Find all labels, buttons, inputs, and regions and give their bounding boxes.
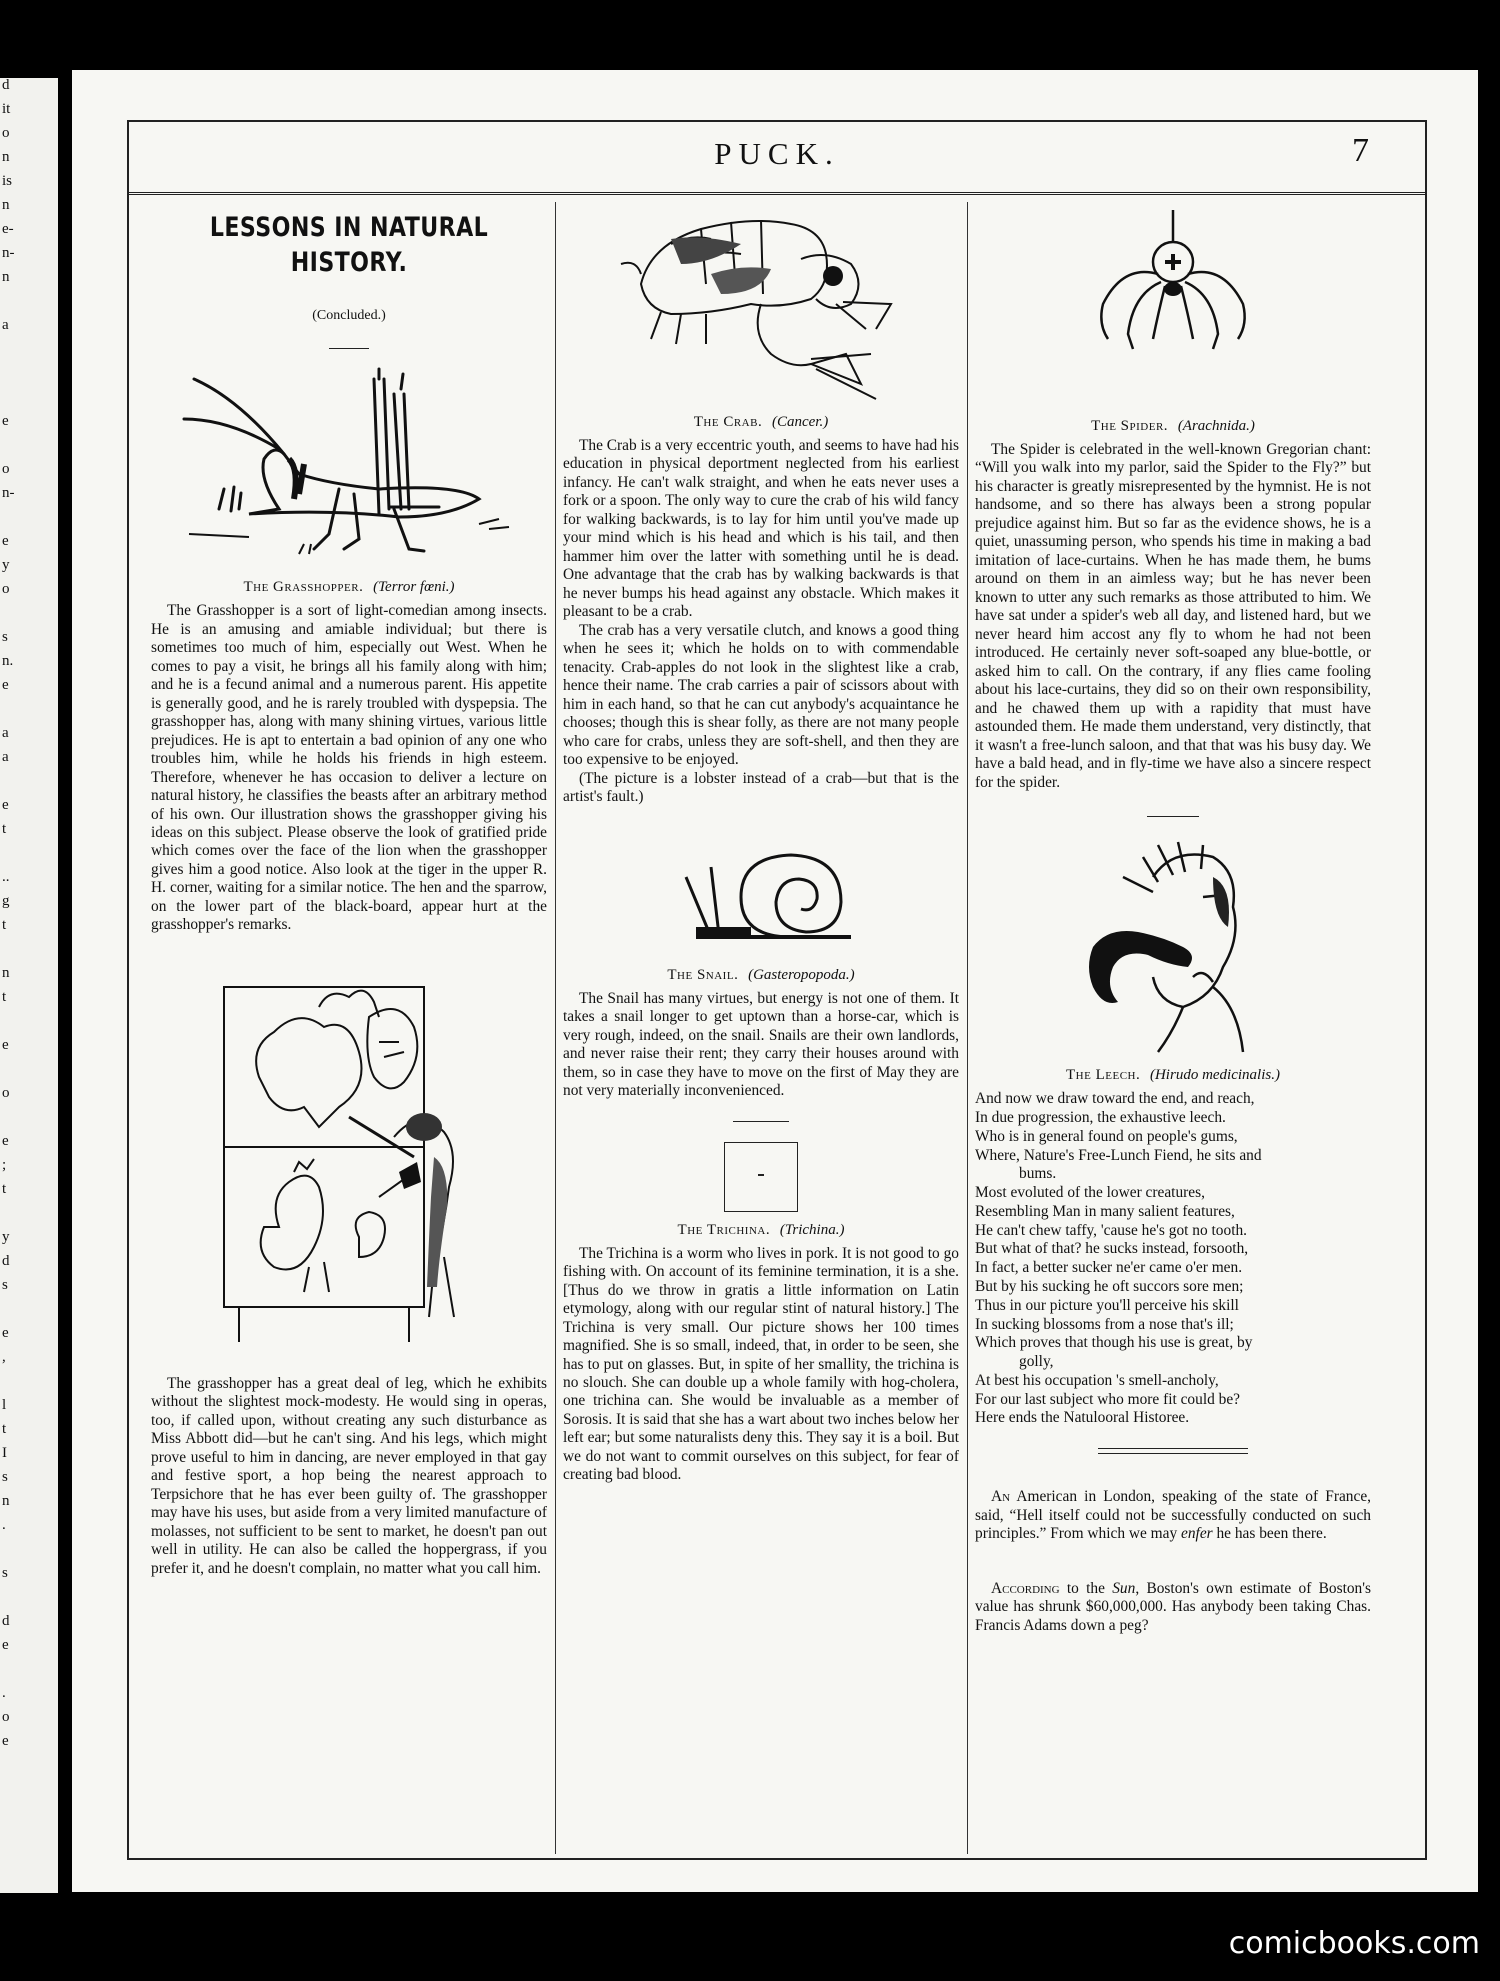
poem-line: For our last subject who more fit could be?	[975, 1390, 1240, 1408]
poem-line: And now we draw toward the end, and reach,	[975, 1090, 1255, 1108]
header-rule	[129, 192, 1425, 195]
item-text: American in London, speaking of the state of France, said, “Hell itself could not be successfully conducted on such principles.” From which we may	[975, 1488, 1371, 1543]
poem-line: Thus in our picture you'll perceive his skill	[975, 1296, 1239, 1314]
prev-page-fragment	[2, 342, 58, 366]
column-divider	[555, 202, 556, 1854]
prev-page-fragment: n	[2, 965, 10, 981]
prev-page-fragment: n.	[2, 653, 14, 669]
prev-page-fragment	[2, 1374, 58, 1398]
prev-page-fragment: is	[2, 173, 13, 189]
magazine-page	[72, 70, 1478, 1892]
caption-latin: (Gasteropopoda.)	[748, 966, 855, 983]
masthead: PUCK.	[714, 136, 840, 171]
prev-page-fragment: o	[2, 461, 10, 477]
prev-page-fragment	[2, 294, 58, 318]
snail-caption	[563, 967, 959, 984]
prev-page-fragment	[2, 702, 58, 726]
boston-estimate-item	[975, 1580, 1371, 1635]
prev-page-fragment: n-	[2, 485, 15, 501]
item-text: he has been there.	[1212, 1525, 1327, 1543]
grasshopper-paragraph: The Grasshopper is a sort of light-comedian among insects. He is an amusing and amiable individual; but there is sometimes too much of him, especially out West. When he comes to pay a visit, he brings all his family along with him; and he is a fecund animal and a numerous parent. His appetite is generally good, and he is rarely troubled with dyspepsia. The grasshopper has, along with many shining virtues, various little prejudices. He is apt to entertain a bad opinion of any one who troubles him, while he holds his friends in high esteem. Therefore, whenever he has occasion to deliver a lecture on natural history, he classifies the beasts after an arbitrary method of his own. Our illustration shows the grasshopper giving his ideas on this subject. Please observe the look of gratified pride which comes over the face of the lion when the grasshopper gives him a good notice. Also look at the tiger in the upper R. H. corner, waiting for a similar notice. The hen and the sparrow, on the lower part of the black-board, appear hurt at the grasshopper's remarks.	[151, 602, 547, 934]
item-italic: Sun	[1112, 1579, 1136, 1597]
item-italic: enfer	[1181, 1525, 1213, 1543]
prev-page-fragment: e	[2, 533, 9, 549]
prev-page-fragment: a	[2, 749, 9, 765]
prev-page-fragment: t	[2, 989, 7, 1005]
poem-line: But by his sucking he oft succors sore men;	[975, 1278, 1244, 1296]
divider	[733, 1121, 789, 1122]
poem-line: At best his occupation 's smell-ancholy,	[975, 1371, 1219, 1389]
prev-page-fragment: d	[2, 1613, 10, 1629]
grasshopper-paragraph: The grasshopper has a great deal of leg, which he exhibits without the slightest mock-modesty. He would sing in operas, too, if called upon, without creating any such disturbance as Miss Abbott did—but he can't sing. And his legs, which might prove useful to him in dancing, are never employed in that gay and festive sport, a hop being the nearest approach to Terpsichore that he has ever been guilty of. The grasshopper may have his uses, but aside from a very limited manufacture of molasses, not sufficient to be sent to market, he doesn't pan out well in utility. He can also be called the hoppergrass, if you prefer it, and he doesn't complain, no matter what you call him.	[151, 1374, 547, 1577]
concluded-note: (Concluded.)	[312, 308, 386, 324]
poem-line: Which proves that though his use is great, by	[975, 1334, 1253, 1352]
snail-paragraph: The Snail has many virtues, but energy is not one of them. It takes a snail longer to get uptown than a horse-car, which is very rough, indeed, on the snail. Snails are their own landlords, and never raise their rent; they carry their houses around with them, so in case they have to move on the first of May they are not very materially inconvenienced.	[563, 989, 959, 1100]
prev-page-fragment: o	[2, 1709, 10, 1725]
page-frame	[127, 120, 1427, 1860]
column-3	[975, 210, 1371, 1850]
spider-paragraph: The Spider is celebrated in the well-known Gregorian chant: “Will you walk into my parlor, said the Spider to the Fly?” but his character is greatly misrepresented by the hymnist. He is not handsome, and so there has always been a strong popular prejudice against him. But so far as the evidence shows, he is a quiet, unassuming person, who spends his time in making a bad imitation of lace-curtains. When he has made them, he bums around on them in an aimless way; but he has never been known to utter any such remarks as those attributed to him. We have sat under a spider's web all day, and listened hard, but we never heard him accost any fly to whom he had not been introduced. He certainly never soft-soaped any blue-bottle, or asked him to call. On the contrary, if any flies came fooling about his lace-curtains, they did so on their own responsibility, and he chawed them up with a rapidity that must have astounded them. He made them understand, very distinctly, that it wasn't a free-lunch saloon, and that that was his busy day. We have a bald head, and in fly-time we have also a sincere respect for the spider.	[975, 441, 1371, 791]
divider	[1098, 1448, 1248, 1454]
crab-paragraph: The crab has a very versatile clutch, and knows a good thing when he sees it; which he holds on to with commendable tenacity. Crab-apples do not look in the slightest like a crab, hence their name. The crab carries a pair of scissors about with him in each hand, so that he can cut anybody's acquaintance he chooses; though this is shear folly, as there are not many people who care for crabs, unless they are soft-shell, and then they are too expensive to be enjoyed.	[563, 621, 959, 769]
prev-page-fragment: s	[2, 1565, 8, 1581]
prev-page-fragment: a	[2, 317, 9, 333]
prev-page-fragment: e	[2, 1733, 9, 1749]
prev-page-fragment: it	[2, 101, 11, 117]
caption-latin: (Arachnida.)	[1177, 418, 1255, 434]
leech-caption	[975, 1067, 1371, 1084]
prev-page-fragment: d	[2, 1253, 10, 1269]
snail-illustration	[641, 837, 881, 957]
prev-page-fragment	[2, 510, 58, 534]
prev-page-fragment: d	[2, 78, 10, 93]
prev-page-fragment: .	[2, 1517, 6, 1533]
prev-page-fragment: n	[2, 149, 10, 165]
trichina-caption	[563, 1222, 959, 1239]
caption-latin: (Trichina.)	[779, 1221, 845, 1238]
item-text: to the	[1059, 1579, 1113, 1597]
caption-latin: (Terror fœni.)	[373, 579, 455, 596]
prev-page-fragment: ;	[2, 1157, 7, 1173]
prev-page-fragment: ,	[2, 1349, 6, 1365]
prev-page-fragment	[2, 1590, 58, 1614]
prev-page-fragment: s	[2, 1277, 8, 1293]
prev-page-fragment: e	[2, 1637, 9, 1653]
crab-illustration	[611, 210, 911, 404]
prev-page-fragment: n	[2, 1493, 10, 1509]
poem-line: He can't chew taffy, 'cause he's got no tooth.	[975, 1221, 1248, 1239]
caption-latin: (Cancer.)	[771, 414, 829, 430]
prev-page-fragment	[2, 1206, 58, 1230]
prev-page-fragment: t	[2, 1421, 7, 1437]
poem-line: bums.	[1019, 1165, 1057, 1183]
american-in-london-item	[975, 1488, 1371, 1543]
poem-line: In due progression, the exhaustive leech.	[975, 1108, 1226, 1126]
item-text: , Boston's own estimate of Boston's value has shrunk $60,000,000. Has anybody been taking Chas. Francis Adams down a peg?	[975, 1579, 1371, 1634]
caption-latin: (Hirudo medicinalis.)	[1149, 1067, 1280, 1084]
prev-page-fragment: o	[2, 1085, 10, 1101]
prev-page-fragment	[2, 438, 58, 462]
leech-illustration	[1063, 837, 1283, 1057]
prev-page-fragment: e	[2, 413, 9, 429]
prev-page-fragment: t	[2, 1181, 7, 1197]
prev-page-fragment	[2, 774, 58, 798]
leech-poem	[975, 1090, 1371, 1428]
prev-page-fragment: y	[2, 1229, 10, 1245]
caption-name: The Spider.	[1091, 418, 1169, 434]
prev-page-fragment: o	[2, 581, 10, 597]
poem-line: Resembling Man in many salient features,	[975, 1202, 1235, 1220]
watermark: comicbooks.com	[1228, 1926, 1480, 1961]
prev-page-fragment: n	[2, 269, 10, 285]
blackboard-illustration	[199, 957, 499, 1347]
prev-page-fragment	[2, 366, 58, 390]
crab-caption	[563, 414, 959, 431]
divider	[1147, 816, 1199, 817]
spider-caption	[975, 418, 1371, 435]
lead-word: According	[991, 1579, 1060, 1597]
trichina-illustration	[724, 1142, 798, 1212]
crab-paragraph: The Crab is a very eccentric youth, and seems to have had his education in physical deportment neglected from his earliest infancy. He can't walk straight, and when he eats never uses a fork or a spoon. The only way to cure the crab of his wild fancy for walking backwards, is to lay for him until you've made up your mind which is his head and which is his tail, and then hammer him over the latter with something until he is dead. One advantage that the crab has by walking backwards is that he never bumps his head against any obstacle. Which makes it pleasant to be a crab.	[563, 437, 959, 621]
prev-page-fragment: e	[2, 797, 9, 813]
prev-page-fragment: t	[2, 821, 7, 837]
page-number: 7	[1352, 132, 1369, 169]
column-divider	[967, 202, 968, 1854]
prev-page-fragment: s	[2, 629, 8, 645]
page-header	[129, 122, 1425, 192]
column-2	[563, 210, 959, 1850]
prev-page-fragment: I	[2, 1445, 7, 1461]
prev-page-fragment	[2, 390, 58, 414]
caption-name: The Grasshopper.	[243, 579, 364, 596]
prev-page-fragment	[2, 1062, 58, 1086]
spider-illustration	[1073, 210, 1273, 404]
prev-page-fragment	[2, 1014, 58, 1038]
prev-page-fragment	[2, 846, 58, 870]
prev-page-fragment: e-	[2, 221, 14, 237]
prev-page-fragment: l	[2, 1397, 7, 1413]
poem-line: In fact, a better sucker ne'er came o'er men.	[975, 1259, 1243, 1277]
prev-page-fragment: e	[2, 1325, 9, 1341]
prev-page-fragment: y	[2, 557, 10, 573]
poem-line: Where, Nature's Free-Lunch Fiend, he sits and	[975, 1146, 1262, 1164]
caption-name: The Crab.	[693, 414, 763, 430]
lead-word: An	[991, 1488, 1011, 1506]
prev-page-fragment: n	[2, 197, 10, 213]
prev-page-fragment	[2, 1110, 58, 1134]
prev-page-fragment	[2, 1662, 58, 1686]
previous-page-edge	[0, 78, 58, 1893]
poem-line: But what of that? he sucks instead, forsooth,	[975, 1240, 1249, 1258]
prev-page-fragment	[2, 942, 58, 966]
prev-page-fragment: n-	[2, 245, 15, 261]
grasshopper-illustration	[179, 359, 519, 569]
caption-name: The Leech.	[1066, 1067, 1141, 1084]
caption-name: The Trichina.	[677, 1221, 771, 1238]
prev-page-fragment: e	[2, 1133, 9, 1149]
prev-page-fragment: g	[2, 893, 10, 909]
prev-page-fragment: o	[2, 125, 10, 141]
prev-page-fragment: e	[2, 677, 9, 693]
article-title: LESSONS IN NATURAL HISTORY.	[209, 212, 489, 279]
prev-page-fragment	[2, 1302, 58, 1326]
prev-page-fragment: s	[2, 1469, 8, 1485]
prev-page-fragment	[2, 606, 58, 630]
column-1	[151, 210, 547, 1850]
trichina-paragraph: The Trichina is a worm who lives in pork. It is not good to go fishing with. On account of its feminine termination, it is a she. [Thus do we throw in gratis a little information on Latin etymology, along with our regular stint of natural history.] The Trichina is very small. Our picture shows her 100 times magnified. She is so small, indeed, that, in order to be seen, she has to put on glasses. But, in spite of her smallity, the trichina is no slouch. She can double up a whole family with hog-cholera, one trichina can. She would be invaluable as a member of Sorosis. It is said that she has a wart about two inches below her left ear; but some naturalists deny this. They say it is a boil. But we do not want to commit ourselves on this subject, for fear of creating bad blood.	[563, 1244, 959, 1484]
divider	[329, 348, 369, 349]
poem-line: Most evoluted of the lower creatures,	[975, 1184, 1205, 1202]
crab-paragraph: (The picture is a lobster instead of a crab—but that is the artist's fault.)	[563, 769, 959, 806]
poem-line: golly,	[1019, 1353, 1054, 1371]
prev-page-fragment	[2, 1542, 58, 1566]
grasshopper-caption	[151, 579, 547, 596]
prev-page-fragment: ..	[2, 869, 10, 885]
poem-line: Who is in general found on people's gums,	[975, 1127, 1238, 1145]
prev-page-fragment: a	[2, 725, 9, 741]
poem-line: In sucking blossoms from a nose that's ill;	[975, 1315, 1234, 1333]
prev-page-fragment: .	[2, 1685, 6, 1701]
prev-page-fragment: t	[2, 917, 7, 933]
poem-line: Here ends the Natulooral Historee.	[975, 1409, 1190, 1427]
caption-name: The Snail.	[667, 966, 739, 983]
prev-page-fragment: e	[2, 1037, 9, 1053]
